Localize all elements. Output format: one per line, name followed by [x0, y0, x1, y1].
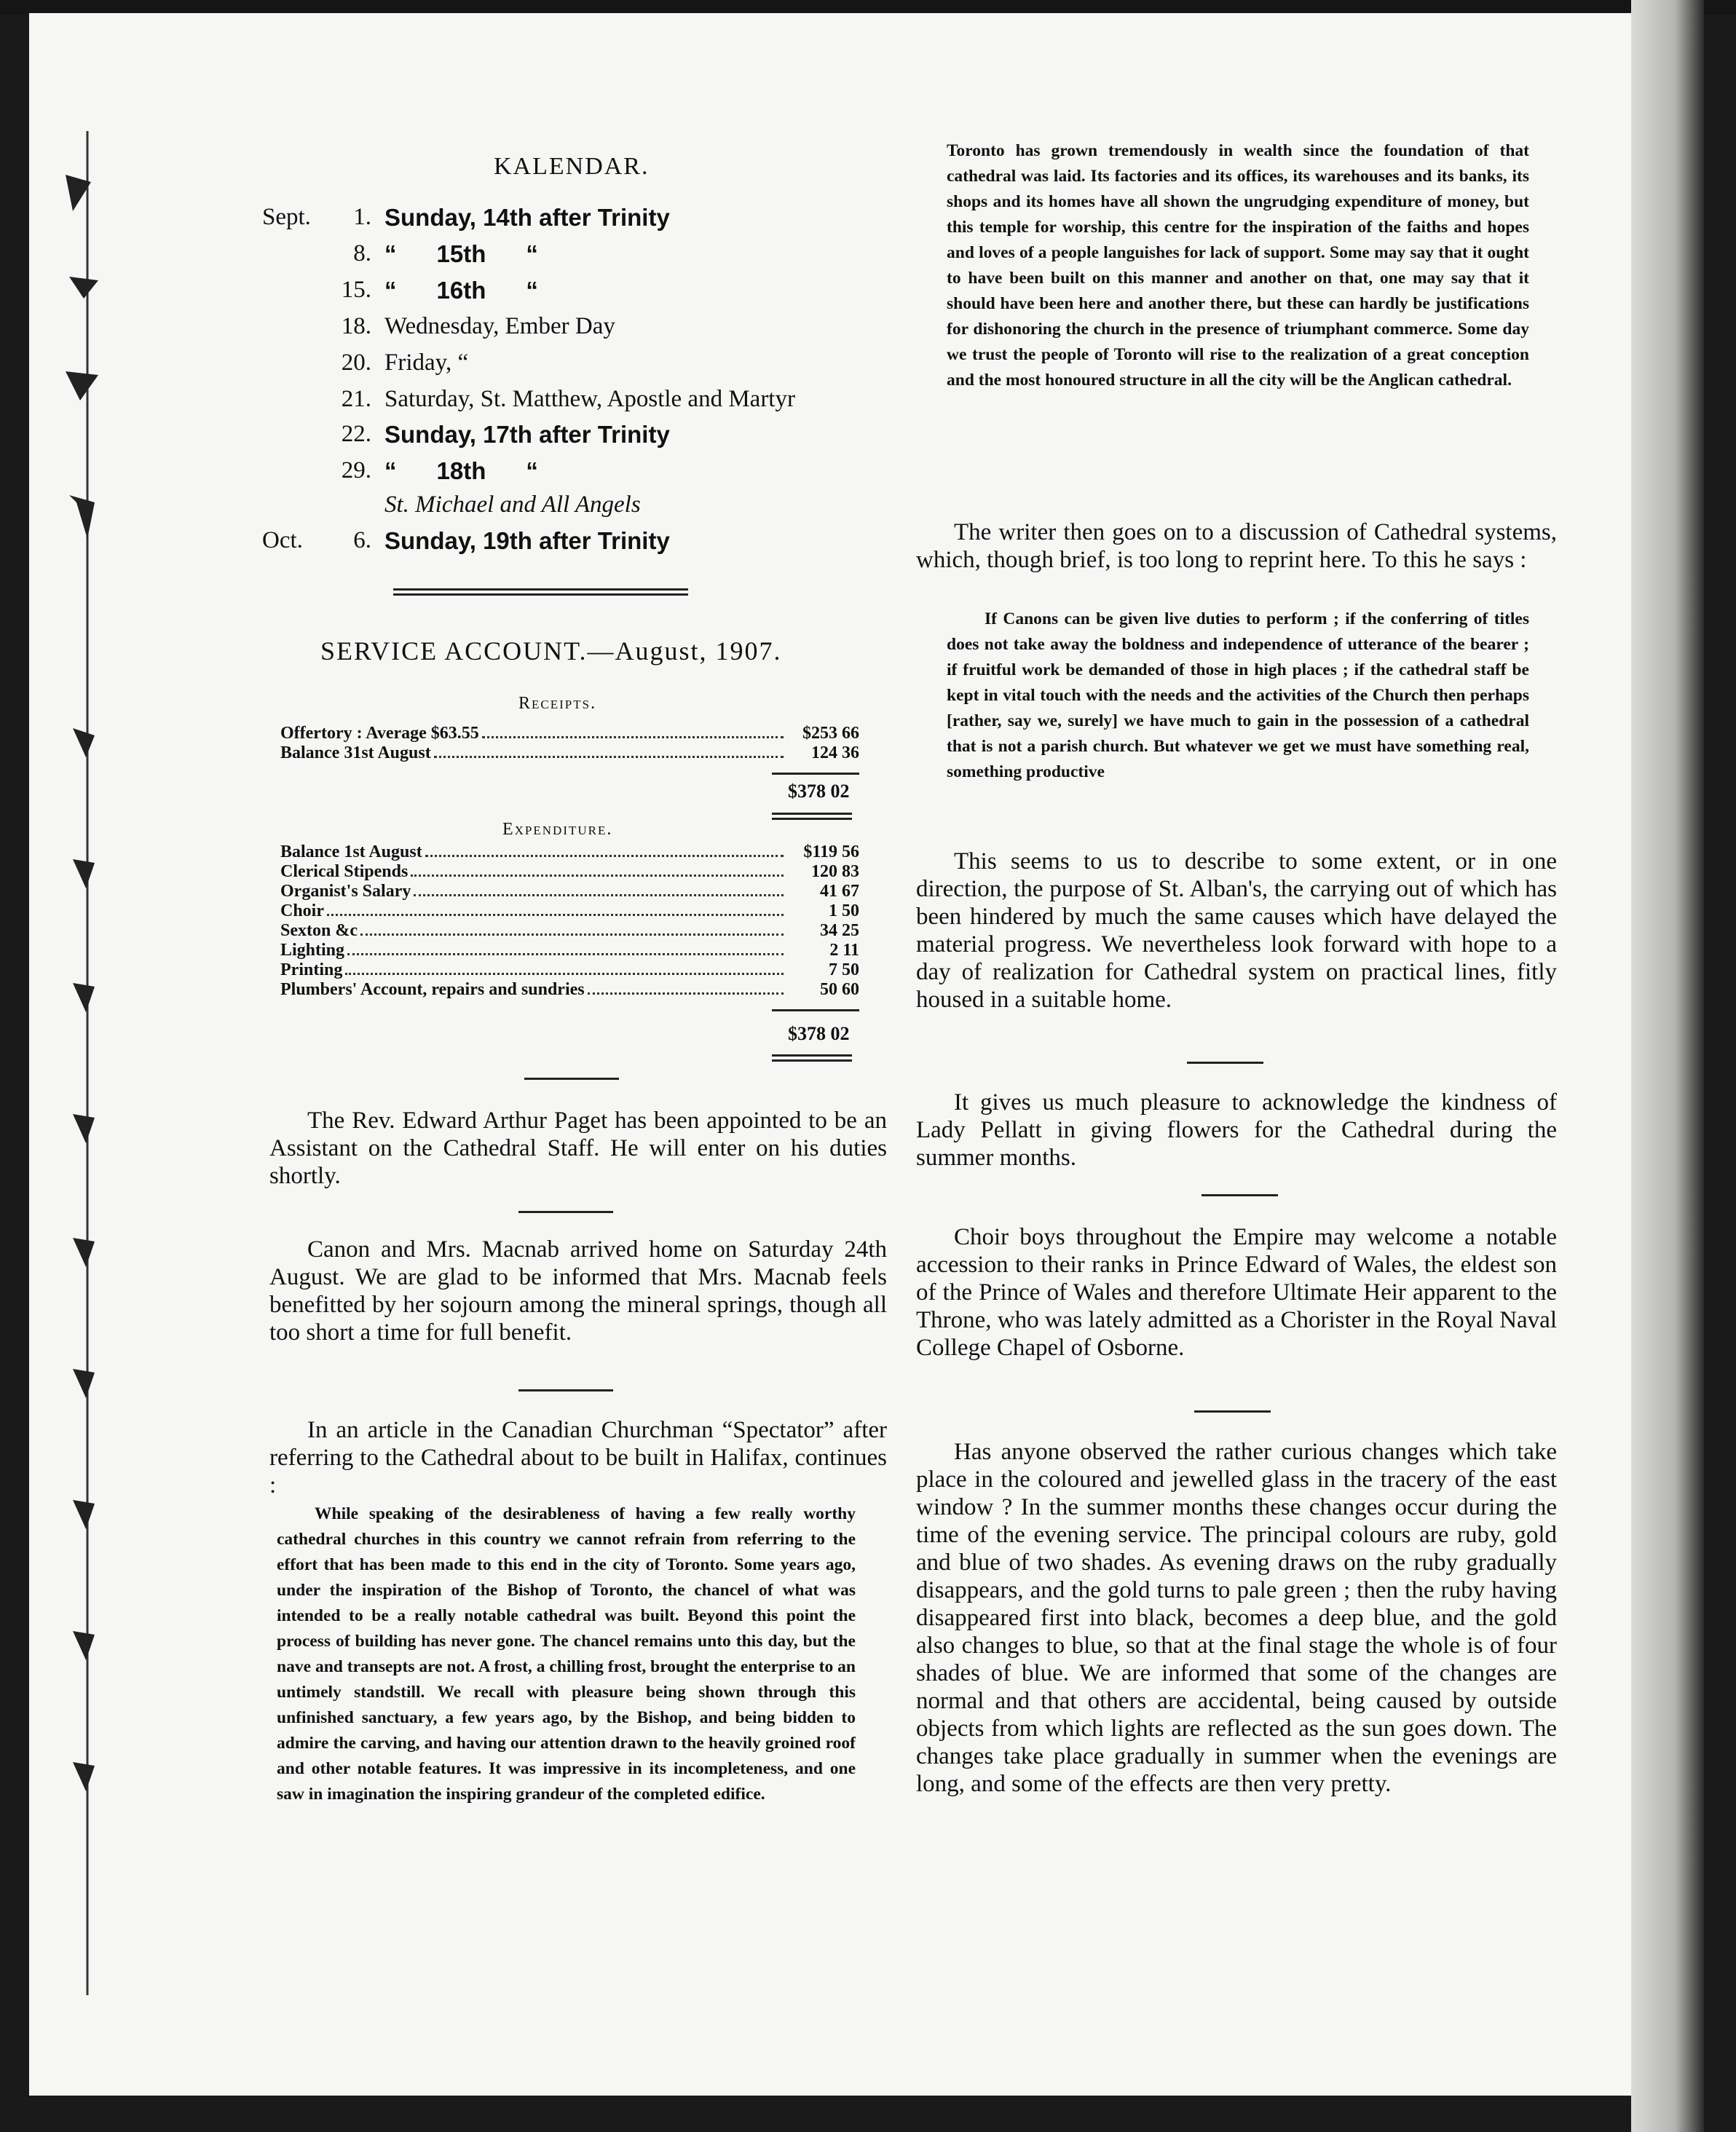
section-rule	[1194, 1410, 1271, 1413]
account-amount: $119 56	[803, 842, 859, 861]
kalendar-day: 6.	[353, 527, 371, 553]
account-amount: 2 11	[829, 941, 859, 960]
account-label: Plumbers' Account, repairs and sundries	[280, 980, 585, 999]
kalendar-month: Sept.	[262, 204, 311, 230]
account-label: Clerical Stipends	[280, 862, 409, 881]
total-double-rule	[772, 813, 852, 820]
kalendar-day: 22.	[341, 421, 371, 447]
account-label: Balance 31st August	[280, 743, 431, 762]
section-rule	[1202, 1194, 1278, 1196]
kalendar-day: 1.	[353, 204, 371, 230]
receipts-heading: Receipts.	[518, 694, 597, 713]
pellatt-paragraph: It gives us much pleasure to acknowledge the kindness of Lady Pellatt in giving flowers for the Cathedral during the summer months.	[916, 1089, 1557, 1171]
account-amount: 34 25	[820, 921, 859, 940]
account-row	[280, 921, 859, 941]
choir-boys-paragraph: Choir boys throughout the Empire may welcome a notable accession to their ranks in Prince Edward of Wales, the eldest son of the Prince of Wales and therefore Ultimate Heir apparent to the Throne, who was lately admitted as a Chorister in the Royal Naval College Chapel of Osborne.	[916, 1224, 1557, 1361]
account-amount: 1 50	[829, 901, 859, 920]
account-amount: 41 67	[820, 882, 859, 901]
spectator-quote: While speaking of the desirableness of having a few really worthy cathedral churches in this country we cannot refrain from referring to the effort that has been made to this end in the city of Toronto. Some years ago, under the inspiration of the Bishop of Toronto, the chancel of what was intended to be a really notable cathedral was built. Beyond this point the process of building has never gone. The chancel remains unto this day, but the nave and transepts are not. A frost, a chilling frost, brought the enterprise to an untimely standstill. We recall with pleasure being shown through this unfinished sanctuary, a few years ago, by the Bishop, and being bidden to admire the carving, and having our attention drawn to the heavily groined roof and other notable features. It was impressive in its incompleteness, and one saw in imagination the inspiring grandeur of the completed edifice.	[277, 1504, 856, 1804]
account-row	[280, 980, 859, 1000]
kalendar-entry: Friday, “	[384, 350, 469, 376]
macnab-paragraph: Canon and Mrs. Macnab arrived home on Saturday 24th August. We are glad to be informed that Mrs. Macnab feels benefitted by her sojourn among the mineral springs, though all too short a time for full benefit.	[269, 1236, 887, 1346]
spectator-intro-paragraph: In an article in the Canadian Churchman “Spectator” after referring to the Cathedral about to be built in Halifax, continues :	[269, 1417, 887, 1499]
kalendar-entry: Sunday, 14th after Trinity	[384, 204, 670, 231]
receipts-total: $378 02	[788, 781, 850, 802]
account-amount: 120 83	[811, 862, 859, 881]
leader-dots	[588, 992, 784, 995]
expenditure-list	[280, 842, 859, 1000]
window-paragraph: Has anyone observed the rather curious changes which take place in the coloured and jewelled glass in the tracery of the east window ? In the summer months these changes occur during the time of the evening service. The principal colours are ruby, gold and blue of two shades. As evening draws on the ruby gradually disappears, and the gold turns to pale green ; then the ruby having disappeared first into black, becomes a deep blue, and the gold also changes to blue, so that at the final stage the whole is of four shades of blue. We are informed that some of the changes are normal and that others are accidental, being caused by outside objects from which lights are reflected as the sun goes down. The changes take place gradually in summer when the evenings are long, and some of the effects are then very pretty.	[916, 1439, 1557, 1797]
writer-paragraph: The writer then goes on to a discussion of Cathedral systems, which, though brief, is too long to reprint here. To this he says :	[916, 519, 1557, 573]
leader-dots	[347, 953, 784, 955]
account-label: Organist's Salary	[280, 882, 411, 901]
toronto-quote: Toronto has grown tremendously in wealth since the foundation of that cathedral was laid. Its factories and its offices, its warehouses and its banks, its shops and its homes have all shown the ungrudging expenditure of money, but this temple for worship, this centre for the inspiration of the faiths and hopes and loves of a people languishes for lack of support. Some may say that it ought to have been built on this manner and another on that, one may say that it should have been here and another there, but these can hardly be justifications for dishonoring the church in the presence of triumphant commerce. Some day we trust the people of Toronto will rise to the realization of a great conception and the most honoured structure in all the city will be the Anglican cathedral.	[947, 141, 1529, 390]
account-row	[280, 743, 859, 763]
kalendar-day: 29.	[341, 457, 371, 483]
kalendar-entry: “ 15th “	[384, 240, 538, 267]
canons-quote: If Canons can be given live duties to perform ; if the conferring of titles does not take away the boldness and independence of utterance of the bearer ; if fruitful work be demanded of those in high places ; if the cathedral staff be kept in vital touch with the needs and the activities of the Church then perhaps [rather, say we, surely] we have much to gain in the possession of a cathedral that is not a parish church. But whatever we get we must have something real, something productive	[947, 609, 1529, 781]
account-amount: 7 50	[829, 960, 859, 979]
kalendar-entry: Saturday, St. Matthew, Apostle and Martyr	[384, 386, 795, 412]
account-row	[280, 941, 859, 960]
leader-dots	[482, 736, 784, 738]
section-rule	[1187, 1062, 1263, 1064]
leader-dots	[360, 933, 784, 936]
receipts-list	[280, 724, 859, 763]
paget-paragraph: The Rev. Edward Arthur Paget has been appointed to be an Assistant on the Cathedral Staff. He will enter on his duties shortly.	[269, 1108, 887, 1189]
section-rule	[518, 1389, 613, 1391]
account-amount: 124 36	[811, 743, 859, 762]
section-rule	[518, 1211, 613, 1213]
leader-dots	[327, 914, 784, 916]
kalendar-entry: Sunday, 17th after Trinity	[384, 421, 670, 448]
kalendar-title: KALENDAR.	[494, 153, 650, 180]
kalendar-entry: Wednesday, Ember Day	[384, 313, 615, 339]
total-double-rule	[772, 1054, 852, 1062]
kalendar-entry: “ 18th “	[384, 457, 538, 484]
leader-dots	[411, 874, 784, 877]
account-row	[280, 724, 859, 743]
account-row	[280, 862, 859, 882]
leader-dots	[414, 894, 784, 896]
double-rule	[393, 588, 688, 596]
account-row	[280, 901, 859, 921]
total-rule	[772, 1009, 859, 1011]
total-rule	[772, 773, 859, 775]
account-label: Offertory : Average $63.55	[280, 724, 479, 743]
account-label: Printing	[280, 960, 343, 979]
kalendar-entry: Sunday, 19th after Trinity	[384, 527, 670, 554]
expenditure-total: $378 02	[788, 1023, 850, 1044]
top-band	[0, 0, 1736, 15]
leader-dots	[425, 855, 784, 857]
page-edge	[1631, 0, 1704, 2132]
account-amount: 50 60	[820, 980, 859, 999]
expenditure-heading: Expenditure.	[502, 820, 613, 839]
kalendar-day: 15.	[341, 277, 371, 303]
leader-dots	[345, 973, 784, 975]
binding-stitches	[58, 131, 102, 1995]
kalendar-day: 21.	[341, 386, 371, 412]
section-rule	[524, 1078, 619, 1080]
account-label: Choir	[280, 901, 324, 920]
account-amount: $253 66	[802, 724, 859, 743]
account-label: Balance 1st August	[280, 842, 422, 861]
st-albans-paragraph: This seems to us to describe to some extent, or in one direction, the purpose of St. Alban's, the carrying out of which has been hindered by much the same causes which have delayed the material progress. We nevertheless look forward with hope to a day of realization for Cathedral system on practical lines, fitly housed in a suitable home.	[916, 848, 1557, 1013]
account-row	[280, 882, 859, 901]
account-row	[280, 842, 859, 862]
kalendar-day: 8.	[353, 240, 371, 266]
kalendar-day: 18.	[341, 313, 371, 339]
kalendar-month: Oct.	[262, 527, 303, 553]
account-row	[280, 960, 859, 980]
kalendar-entry: St. Michael and All Angels	[384, 491, 641, 518]
kalendar-day: 20.	[341, 350, 371, 376]
account-label: Lighting	[280, 941, 345, 960]
account-label: Sexton &c	[280, 921, 358, 940]
kalendar-entry: “ 16th “	[384, 277, 538, 304]
leader-dots	[434, 756, 784, 758]
service-account-title: SERVICE ACCOUNT.—August, 1907.	[320, 636, 782, 666]
